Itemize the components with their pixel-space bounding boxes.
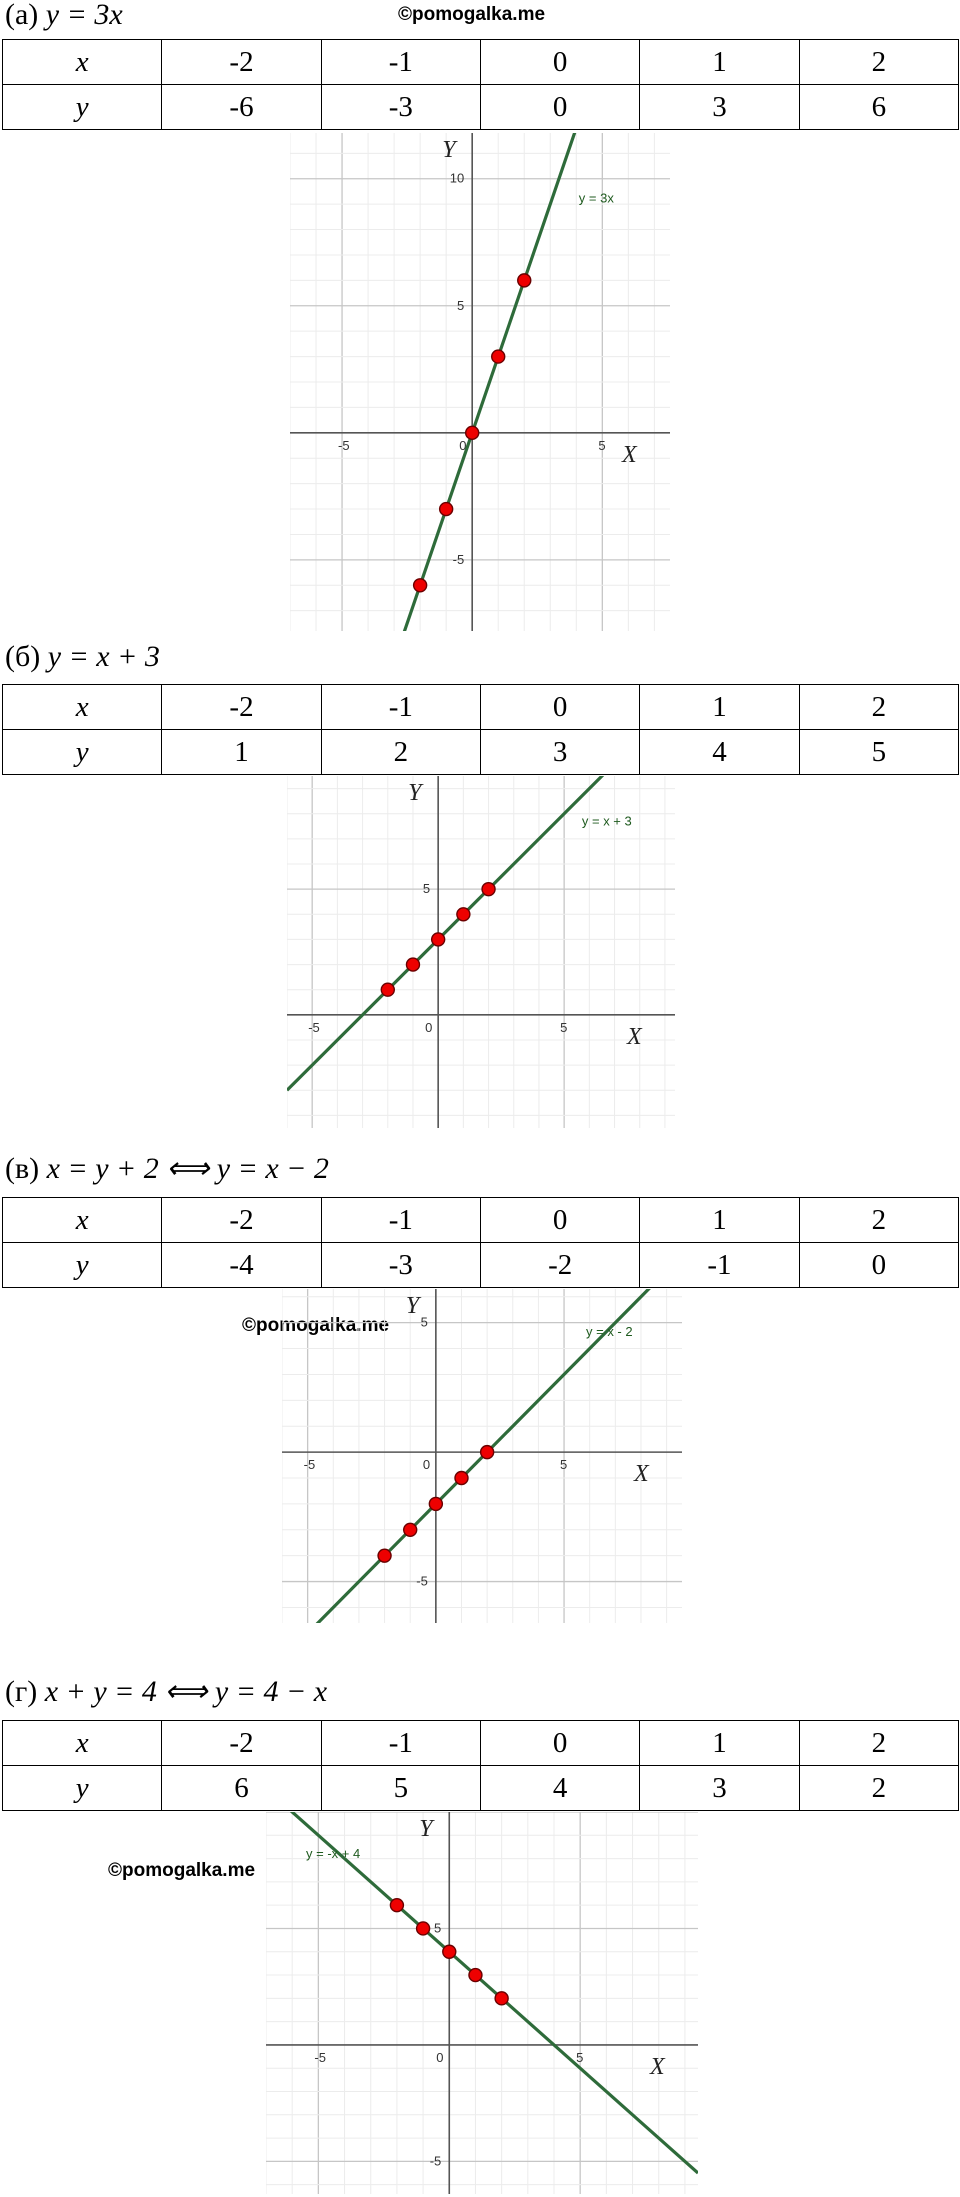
data-point (457, 908, 470, 921)
data-point (466, 426, 479, 439)
table-cell: -2 (162, 685, 321, 730)
x-tick-label: -5 (308, 1019, 320, 1035)
x-tick-label: 5 (598, 437, 606, 453)
equation-label: y = x - 2 (586, 1323, 633, 1339)
data-point (404, 1523, 417, 1536)
watermark: ©pomogalka.me (108, 1860, 256, 1881)
table-row-y (3, 1243, 959, 1288)
y-axis-label: Y (419, 1816, 433, 1842)
table-cell: -1 (640, 1243, 799, 1288)
table-cell: 1 (640, 40, 799, 85)
x-axis-label: X (622, 441, 637, 468)
section-equation: y = x + 3 (47, 640, 160, 673)
y-tick-label: -5 (416, 1573, 428, 1589)
watermark: ©pomogalka.me (398, 4, 546, 25)
x-axis-label: X (650, 2053, 665, 2080)
table-cell: -3 (321, 1243, 480, 1288)
table-cell: 1 (640, 685, 799, 730)
table-cell: 0 (480, 85, 639, 130)
x-tick-label: 0 (422, 1457, 431, 1473)
x-tick-label: -5 (314, 2049, 326, 2065)
section-label: (а) (5, 0, 39, 31)
table-header-x: x (3, 40, 162, 85)
data-point (378, 1549, 391, 1562)
equation-label: y = x + 3 (581, 813, 632, 829)
data-point (414, 579, 427, 592)
heading-d (5, 1675, 327, 1709)
graph-b (287, 776, 675, 1128)
values-table-d (2, 1720, 959, 1811)
table-row-x (3, 685, 959, 730)
watermark: ©pomogalka.me (242, 1315, 390, 1336)
y-axis-label: Y (408, 780, 422, 806)
section-label: (г) (5, 1675, 38, 1708)
table-row-x (3, 1198, 959, 1243)
y-tick-label: 5 (420, 1314, 428, 1330)
table-cell: 0 (480, 685, 639, 730)
table-cell: 0 (480, 1198, 639, 1243)
values-table-b (2, 684, 959, 775)
data-point (406, 958, 419, 971)
heading-b (5, 640, 160, 674)
table-cell: -2 (162, 1721, 321, 1766)
data-point (443, 1945, 456, 1958)
x-tick-label: 5 (560, 1457, 568, 1473)
table-row-y (3, 1766, 959, 1811)
data-point (455, 1472, 468, 1485)
table-cell: 6 (162, 1766, 321, 1811)
table-cell: 1 (162, 730, 321, 775)
table-cell: -1 (321, 1721, 480, 1766)
data-point (429, 1497, 442, 1510)
graph-c (282, 1289, 682, 1623)
y-tick-label: -5 (429, 2153, 442, 2169)
table-header-y: y (3, 730, 162, 775)
x-tick-label: -5 (338, 437, 350, 453)
table-cell: 5 (321, 1766, 480, 1811)
table-cell: 6 (799, 85, 958, 130)
values-table-a (2, 39, 959, 130)
table-header-x: x (3, 685, 162, 730)
data-point (492, 350, 505, 363)
x-axis-label: X (634, 1461, 649, 1488)
table-cell: -4 (162, 1243, 321, 1288)
x-tick-label: -5 (303, 1457, 316, 1473)
y-tick-label: 5 (422, 881, 431, 897)
data-point (481, 1446, 494, 1459)
data-point (440, 503, 453, 516)
y-tick-label: -5 (452, 551, 465, 567)
data-point (417, 1922, 430, 1935)
section-label: (б) (5, 640, 41, 673)
equation-label: y = -x + 4 (306, 1845, 361, 1861)
table-cell: 0 (480, 1721, 639, 1766)
equation-label: y = 3x (578, 190, 614, 206)
function-line (266, 1812, 698, 2173)
table-row-y (3, 730, 959, 775)
table-cell: 0 (799, 1243, 958, 1288)
graph-d (266, 1812, 698, 2194)
table-cell: -2 (480, 1243, 639, 1288)
data-point (381, 983, 394, 996)
table-cell: -1 (321, 685, 480, 730)
table-cell: 2 (799, 1721, 958, 1766)
table-cell: -1 (321, 1198, 480, 1243)
section-equation: x + y = 4 ⟺ y = 4 − x (44, 1675, 328, 1708)
heading-c (5, 1152, 329, 1186)
data-point (518, 274, 531, 287)
graph-a (290, 133, 670, 631)
table-cell: 4 (480, 1766, 639, 1811)
table-cell: 2 (799, 1766, 958, 1811)
table-cell: -2 (162, 1198, 321, 1243)
table-cell: 2 (321, 730, 480, 775)
y-tick-label: 5 (434, 1920, 442, 1936)
x-tick-label: 0 (459, 437, 467, 453)
data-point (432, 933, 445, 946)
table-header-x: x (3, 1721, 162, 1766)
table-cell: 3 (480, 730, 639, 775)
table-cell: -6 (162, 85, 321, 130)
table-cell: -1 (321, 40, 480, 85)
y-axis-label: Y (405, 1293, 420, 1319)
table-cell: 0 (480, 40, 639, 85)
table-cell: 3 (640, 1766, 799, 1811)
table-row-x (3, 40, 959, 85)
data-point (390, 1899, 403, 1912)
table-header-x: x (3, 1198, 162, 1243)
section-equation: x = y + 2 ⟺ y = x − 2 (46, 1152, 329, 1185)
data-point (495, 1992, 508, 2005)
table-cell: 2 (799, 685, 958, 730)
x-tick-label: 5 (576, 2049, 584, 2065)
table-cell: 2 (799, 40, 958, 85)
table-header-y: y (3, 85, 162, 130)
table-header-y: y (3, 1243, 162, 1288)
y-axis-label: Y (442, 137, 456, 163)
table-cell: -2 (162, 40, 321, 85)
table-cell: -3 (321, 85, 480, 130)
section-equation: y = 3x (45, 0, 123, 31)
y-tick-label: 5 (456, 297, 465, 313)
x-tick-label: 0 (425, 1019, 433, 1035)
table-header-y: y (3, 1766, 162, 1811)
values-table-c (2, 1197, 959, 1288)
table-row-y (3, 85, 959, 130)
section-label: (в) (5, 1152, 40, 1185)
table-cell: 2 (799, 1198, 958, 1243)
x-axis-label: X (627, 1023, 642, 1050)
table-cell: 1 (640, 1198, 799, 1243)
heading-a (5, 0, 123, 32)
data-point (469, 1969, 482, 1982)
table-cell: 3 (640, 85, 799, 130)
x-tick-label: 0 (436, 2049, 444, 2065)
table-cell: 4 (640, 730, 799, 775)
table-cell: 5 (799, 730, 958, 775)
table-row-x (3, 1721, 959, 1766)
table-cell: 1 (640, 1721, 799, 1766)
data-point (482, 883, 495, 896)
x-tick-label: 5 (560, 1019, 568, 1035)
y-tick-label: 10 (449, 170, 465, 186)
